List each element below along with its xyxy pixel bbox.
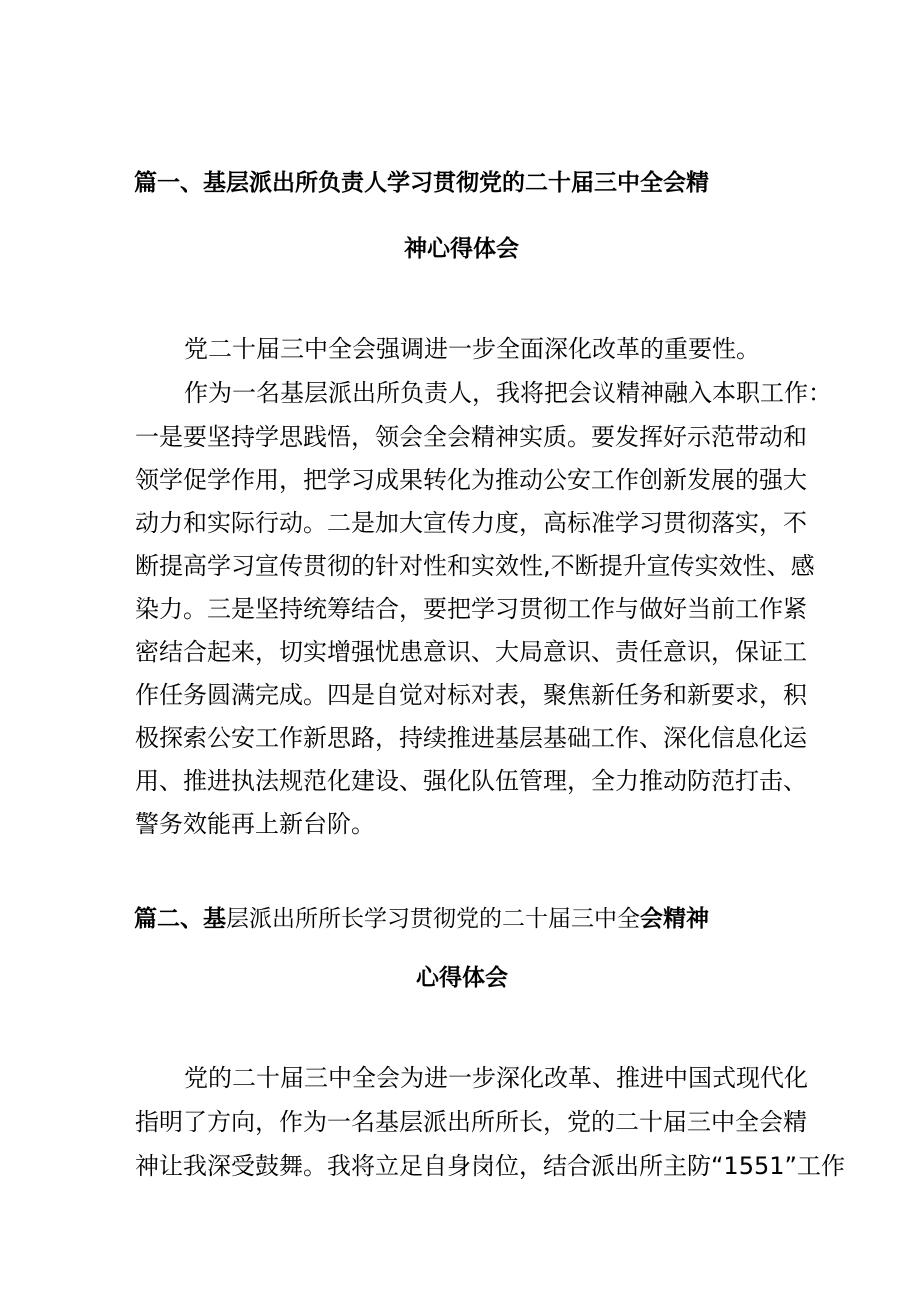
section2-paragraph-line: 神让我深受鼓舞。我将立足自身岗位，结合派出所主防“1551”工作 bbox=[135, 1152, 845, 1180]
section1-paragraph2-line: 作为一名基层派出所负责人，我将把会议精神融入本职工作： bbox=[184, 379, 832, 407]
section1-paragraph2-line: 极探索公安工作新思路，持续推进基层基础工作、深化信息化运 bbox=[135, 724, 807, 752]
section1-paragraph2-line: 密结合起来，切实增强忧患意识、大局意识、责任意识，保证工 bbox=[135, 638, 807, 666]
section1-paragraph2-line: 一是要坚持学思践悟，领会全会精神实质。要发挥好示范带动和 bbox=[135, 423, 807, 451]
section1-paragraph2-line: 作任务圆满完成。四是自觉对标对表，聚焦新任务和新要求，积 bbox=[135, 681, 807, 709]
section1-paragraph2-line: 领学促学作用，把学习成果转化为推动公安工作创新发展的强大 bbox=[135, 466, 807, 494]
section1-title-line1: 篇一、基层派出所负责人学习贯彻党的二十届三中全会精 bbox=[134, 170, 709, 196]
section1-paragraph2-line: 警务效能再上新台阶。 bbox=[135, 810, 375, 838]
section2-paragraph-line: 指明了方向，作为一名基层派出所所长，党的二十届三中全会精 bbox=[135, 1108, 807, 1136]
section1-paragraph2-line: 染力。三是坚持统筹结合，要把学习贯彻工作与做好当前工作紧 bbox=[135, 595, 807, 623]
section1-paragraph2-line: 断提高学习宣传贯彻的针对性和实效性,不断提升宣传实效性、感 bbox=[135, 552, 815, 580]
section2-title-bold-end: 会精神 bbox=[640, 906, 709, 932]
section1-paragraph2-line: 用、推进执法规范化建设、强化队伍管理，全力推动防范打击、 bbox=[135, 767, 807, 795]
section1-paragraph2-line: 动力和实际行动。二是加大宣传力度，高标准学习贯彻落实，不 bbox=[135, 509, 807, 537]
section2-title-bold-start: 篇二、基 bbox=[134, 906, 226, 932]
section1-paragraph1: 党二十届三中全会强调进一步全面深化改革的重要性。 bbox=[184, 335, 760, 363]
section2-title-normal: 层派出所所长学习贯彻党的二十届三中全 bbox=[226, 906, 640, 932]
section1-title-line2: 神心得体会 bbox=[404, 236, 519, 262]
section2-paragraph-line: 党的二十届三中全会为进一步深化改革、推进中国式现代化 bbox=[184, 1064, 808, 1092]
section2-title-line2: 心得体会 bbox=[416, 965, 508, 991]
section2-title-line1 bbox=[134, 904, 709, 934]
